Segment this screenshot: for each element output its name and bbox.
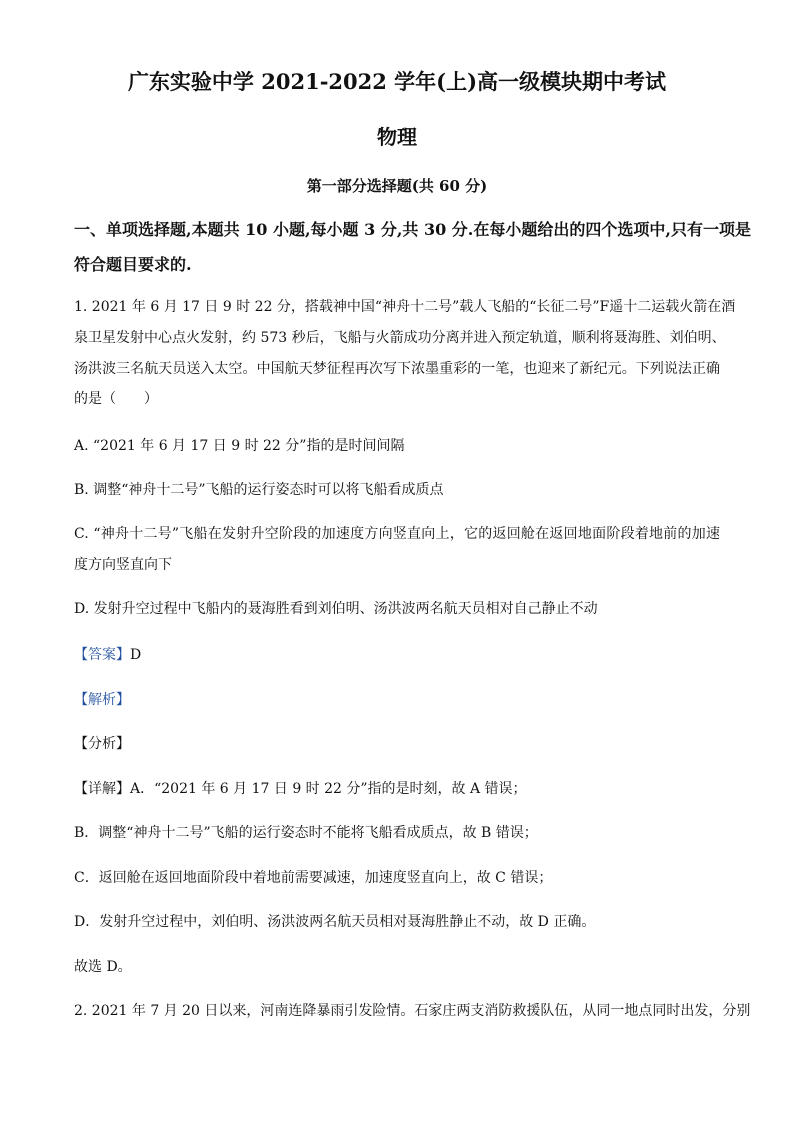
q1-detail-d: D．发射升空过程中，刘伯明、汤洪波两名航天员相对聂海胜静止不动，故 D 正确。 — [74, 914, 596, 930]
q1-stem-line-2: 泉卫星发射中心点火发射，约 573 秒后，飞船与火箭成功分离并进入预定轨道，顺利将聂海胜、刘伯明、 — [74, 330, 726, 346]
section-instruction-line-2: 符合题目要求的. — [74, 255, 192, 274]
q1-conclusion: 故选 D。 — [74, 959, 132, 975]
q1-stem-line-3: 汤洪波三名航天员送入太空。中国航天梦征程再次写下浓墨重彩的一笔，也迎来了新纪元。下列说法正确 — [74, 361, 720, 377]
answer-value: D — [130, 647, 142, 663]
exam-title: 广东实验中学 2021-2022 学年(上)高一级模块期中考试 — [127, 69, 667, 94]
q1-stem-line-4: 的是（ ） — [74, 391, 158, 407]
q1-option-b: B. 调整“神舟十二号”飞船的运行姿态时可以将飞船看成质点 — [74, 482, 444, 498]
q1-option-a: A. “2021 年 6 月 17 日 9 时 22 分”指的是时间间隔 — [74, 438, 405, 454]
q1-option-c-line-1: C. “神舟十二号”飞船在发射升空阶段的加速度方向竖直向上，它的返回舱在返回地面阶段着地前的加速 — [74, 526, 720, 542]
part-heading: 第一部分选择题(共 60 分) — [306, 177, 488, 195]
detail-tag: 【详解】 — [74, 781, 130, 797]
q1-detail-b: B．调整“神舟十二号”飞船的运行姿态时不能将飞船看成质点，故 B 错误； — [74, 825, 538, 841]
q1-option-d: D. 发射升空过程中飞船内的聂海胜看到刘伯明、汤洪波两名航天员相对自己静止不动 — [74, 601, 598, 617]
q1-analysis-tag: 【解析】 — [74, 692, 130, 708]
q1-detail-c: C．返回舱在返回地面阶段中着地前需要减速，加速度竖直向上，故 C 错误； — [74, 870, 553, 886]
q1-detail-a — [74, 779, 720, 799]
q1-answer — [74, 645, 720, 665]
subject-title: 物理 — [377, 125, 417, 149]
q1-stem-line-1: 1. 2021 年 6 月 17 日 9 时 22 分，搭载神中国“神舟十二号”载人飞船的“长征二号”F遥十二运载火箭在酒 — [74, 299, 736, 315]
q2-stem-line-1: 2. 2021 年 7 月 20 日以来，河南连降暴雨引发险情。石家庄两支消防救援队伍，从同一地点同时出发，分别 — [74, 1003, 751, 1019]
q1-fenxi-tag: 【分析】 — [74, 736, 130, 752]
section-instruction-line-1: 一、单项选择题,本题共 10 小题,每小题 3 分,共 30 分.在每小题给出的四个选项中,只有一项是 — [74, 220, 751, 239]
q1-option-c-line-2: 度方向竖直向下 — [74, 557, 172, 573]
detail-a-text: A．“2021 年 6 月 17 日 9 时 22 分”指的是时刻，故 A 错误； — [130, 781, 527, 797]
answer-tag: 【答案】 — [74, 647, 130, 663]
